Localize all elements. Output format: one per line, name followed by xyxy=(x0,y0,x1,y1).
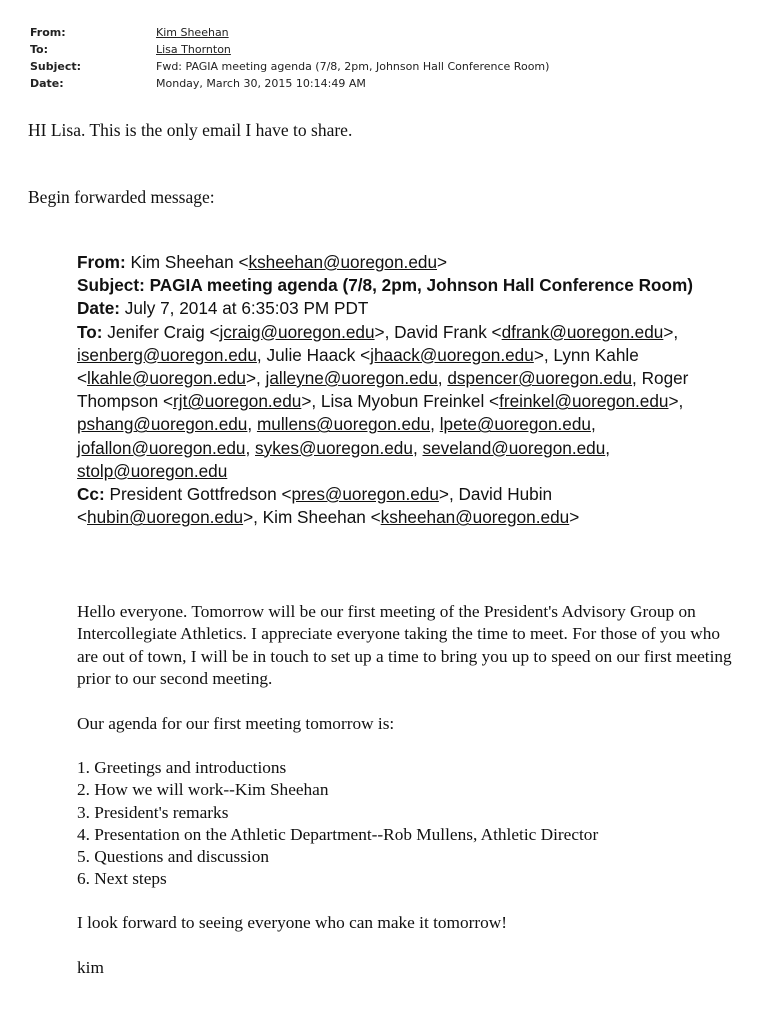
agenda-item: 5. Questions and discussion xyxy=(77,847,270,867)
recipient-separator: >, xyxy=(663,321,679,342)
forwarded-notice: Begin forwarded message: xyxy=(28,187,215,207)
forwarded-subject-line xyxy=(77,274,727,297)
date-label: Date: xyxy=(30,77,64,90)
message-paragraph-agenda-intro xyxy=(77,713,737,735)
forwarded-date-line xyxy=(77,297,727,320)
recipient-email-link[interactable]: jcraig@uoregon.edu xyxy=(219,321,375,342)
recipient-separator: , xyxy=(430,414,440,435)
recipient-email-link[interactable]: isenberg@uoregon.edu xyxy=(77,344,257,365)
recipient-separator: , xyxy=(605,437,611,458)
recipient-separator: >, Lynn Kahle < xyxy=(77,344,639,389)
recipient-separator: >, xyxy=(245,368,266,389)
recipient-text: President Gottfredson < xyxy=(104,484,292,505)
subject-label: Subject: xyxy=(30,60,82,73)
date-value: Monday, March 30, 2015 10:14:49 AM xyxy=(156,77,366,90)
recipient-email-link[interactable]: mullens@uoregon.edu xyxy=(256,414,431,435)
recipient-email-link[interactable]: jofallon@uoregon.edu xyxy=(77,437,246,458)
recipient-separator: >, xyxy=(668,391,684,412)
agenda-item: 2. How we will work--Kim Sheehan xyxy=(77,780,329,800)
recipient-email-link[interactable]: pres@uoregon.edu xyxy=(291,484,439,505)
recipient-separator: > xyxy=(569,507,580,528)
forwarded-date-label: Date: xyxy=(77,298,120,319)
signature: kim xyxy=(77,958,104,977)
recipient-email-link[interactable]: seveland@uoregon.edu xyxy=(422,437,606,458)
recipient-email-link[interactable]: jhaack@uoregon.edu xyxy=(370,344,534,365)
agenda-intro: Our agenda for our first meeting tomorrow is: xyxy=(77,714,395,733)
recipient-email-link[interactable]: dspencer@uoregon.edu xyxy=(447,368,633,389)
forwarded-from-close: > xyxy=(437,252,448,272)
recipient-email-link[interactable]: lkahle@uoregon.edu xyxy=(87,368,246,389)
recipient-email-link[interactable]: rjt@uoregon.edu xyxy=(173,391,302,412)
forwarded-subject: Subject: PAGIA meeting agenda (7/8, 2pm, Johnson Hall Conference Room) xyxy=(77,275,693,296)
recipient-email-link[interactable]: sykes@uoregon.edu xyxy=(255,437,413,458)
greeting-text: HI Lisa. This is the only email I have to share. xyxy=(28,120,353,140)
recipient-separator: , xyxy=(245,437,256,458)
email-header xyxy=(30,24,549,92)
subject-value: Fwd: PAGIA meeting agenda (7/8, 2pm, Johnson Hall Conference Room) xyxy=(156,60,550,73)
forwarded-header xyxy=(77,251,727,529)
recipient-separator: >, David Hubin < xyxy=(77,484,553,528)
agenda-item: 6. Next steps xyxy=(77,869,167,889)
to-label: To: xyxy=(30,43,48,56)
agenda-item: 3. President's remarks xyxy=(77,802,229,822)
recipient-email-link[interactable]: dfrank@uoregon.edu xyxy=(501,321,664,342)
header-subject-row xyxy=(30,58,549,75)
message-paragraph-intro xyxy=(77,601,737,690)
recipient-text: Jenifer Craig < xyxy=(102,321,220,342)
agenda-list xyxy=(77,757,737,891)
from-label: From: xyxy=(30,26,66,39)
recipient-separator: , Roger Thompson < xyxy=(77,368,689,412)
header-from-row xyxy=(30,24,549,41)
recipient-separator: , xyxy=(437,368,448,389)
to-value-link[interactable]: Lisa Thornton xyxy=(156,43,231,56)
forwarded-cc-label: Cc: xyxy=(77,484,105,505)
cc-list xyxy=(77,484,579,527)
forwarded-to-line xyxy=(77,321,727,483)
recipient-email-link[interactable]: pshang@uoregon.edu xyxy=(77,414,248,435)
recipient-separator: >, Lisa Myobun Freinkel < xyxy=(301,391,500,412)
recipient-email-link[interactable]: stolp@uoregon.edu xyxy=(77,460,228,481)
from-value-link[interactable]: Kim Sheehan xyxy=(156,26,229,39)
forwarded-to-label: To: xyxy=(77,321,103,342)
recipient-separator: , xyxy=(412,437,423,458)
recipient-email-link[interactable]: ksheehan@uoregon.edu xyxy=(380,507,570,528)
recipient-email-link[interactable]: lpete@uoregon.edu xyxy=(439,414,591,435)
recipient-email-link[interactable]: jalleyne@uoregon.edu xyxy=(265,368,438,389)
forwarded-from-line xyxy=(77,251,727,274)
header-to-row xyxy=(30,41,549,58)
recipient-list xyxy=(77,322,688,481)
recipient-separator: >, Kim Sheehan < xyxy=(243,507,381,528)
recipient-separator: >, David Frank < xyxy=(374,321,502,342)
intro-paragraph: Hello everyone. Tomorrow will be our first meeting of the President's Advisory Group on Intercollegiate Athletics. I appreciate everyone taking the time to meet. For those of you who are out of town, I will be in touch to set up a time to bring you up to speed on our first meeting prior to our second meeting. xyxy=(77,602,732,688)
forwarded-date-value: July 7, 2014 at 6:35:03 PM PDT xyxy=(119,298,369,319)
agenda-item: 4. Presentation on the Athletic Department--Rob Mullens, Athletic Director xyxy=(77,824,599,844)
recipient-email-link[interactable]: freinkel@uoregon.edu xyxy=(499,391,669,412)
closing-line: I look forward to seeing everyone who can make it tomorrow! xyxy=(77,913,507,932)
header-date-row xyxy=(30,75,549,92)
recipient-separator: , xyxy=(590,414,596,435)
forwarded-from-label: From: xyxy=(77,252,126,272)
forwarded-from-name: Kim Sheehan < xyxy=(125,252,249,272)
recipient-separator: , Julie Haack < xyxy=(256,344,371,365)
agenda-item: 1. Greetings and introductions xyxy=(77,758,287,777)
recipient-email-link[interactable]: hubin@uoregon.edu xyxy=(87,507,244,528)
recipient-separator: , xyxy=(247,414,257,435)
forwarded-cc-line xyxy=(77,483,727,529)
forwarded-from-email-link[interactable]: ksheehan@uoregon.edu xyxy=(248,252,438,272)
